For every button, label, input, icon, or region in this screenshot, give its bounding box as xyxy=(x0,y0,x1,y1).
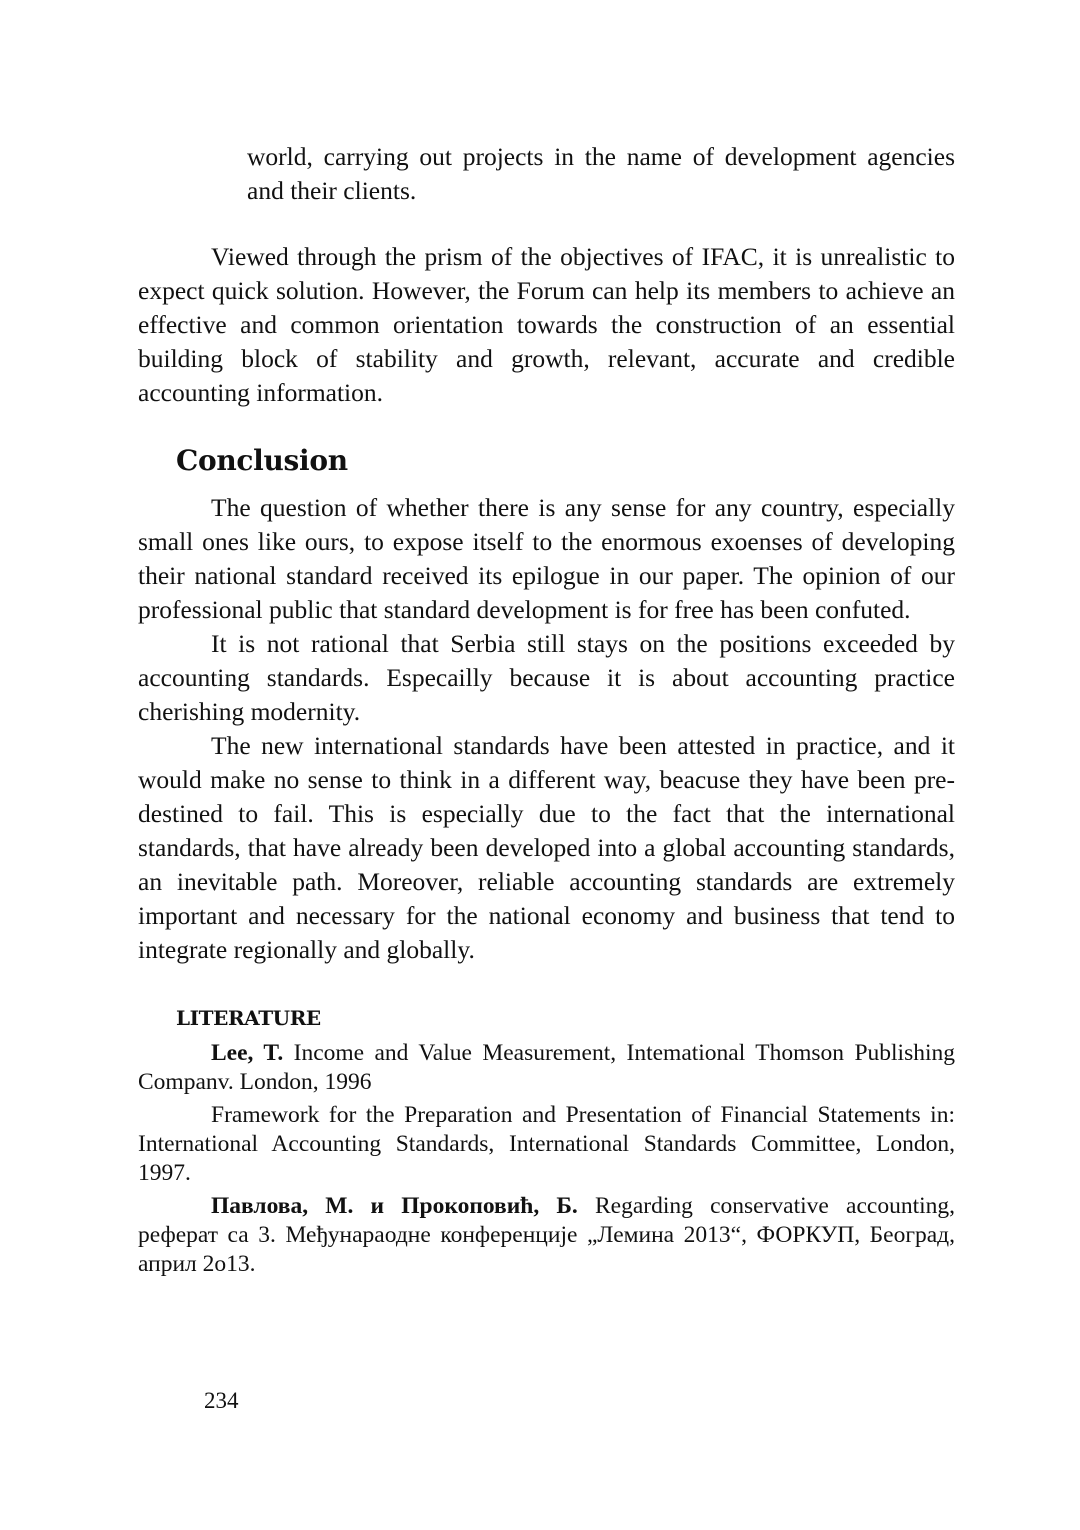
conclusion-paragraph: The new international standards have been attested in practice, and it would make no sense to think in a different way, beacuse they have been pre-destined to fail. This is especially due to the fact that the international standards, that have already been developed into a global accounting standards, an inevitable path. Moreover, reliable accounting standards are extremely important and necessary for the national economy and business that tend to integrate regionally and globally. xyxy=(138,731,955,964)
conclusion-heading: Conclusion xyxy=(176,444,348,477)
reference-author: Павлова, М. и Прокоповић, Б. xyxy=(211,1193,578,1219)
reference-item xyxy=(138,1039,955,1097)
continuation-paragraph: world, carrying out projects in the name of development agencies and their clients. xyxy=(247,142,955,205)
reference-item xyxy=(138,1192,955,1279)
reference-author: Lee, T. xyxy=(211,1040,284,1066)
reference-item xyxy=(138,1101,955,1188)
conclusion-paragraph: It is not rational that Serbia still stays on the positions exceeded by accounting standards. Especailly because it is about accounting practice cherishing modernity. xyxy=(138,629,955,726)
ifac-paragraph: Viewed through the prism of the objectives of IFAC, it is unrealistic to expect quick solution. However, the Forum can help its members to achieve an effective and common orientation towards the construction of an essential building block of stability and growth, relevant, accurate and credible accounting information. xyxy=(138,242,955,407)
document-page xyxy=(138,140,955,1283)
reference-text: Regarding conservative accounting, реферат са 3. Међунараодне конференције „Лемина 2013“, ФОРКУП, Београд, април 2о13. xyxy=(138,1193,955,1277)
conclusion-paragraph: The question of whether there is any sense for any country, especially small ones like ours, to expose itself to the enormous exoenses of developing their national standard received its epilogue in our paper. The opinion of our professional public that standard development is for free has been confuted. xyxy=(138,493,955,624)
literature-heading: LITERATURE xyxy=(176,1006,321,1030)
page-number: 234 xyxy=(204,1388,239,1413)
reference-text: Income and Value Measurement, Intemational Thomson Publishing Companv. London, 1996 xyxy=(138,1040,955,1095)
reference-text: Framework for the Preparation and Presentation of Financial Statements in: International Accounting Standards, International Standards Committee, London, 1997. xyxy=(138,1102,955,1186)
